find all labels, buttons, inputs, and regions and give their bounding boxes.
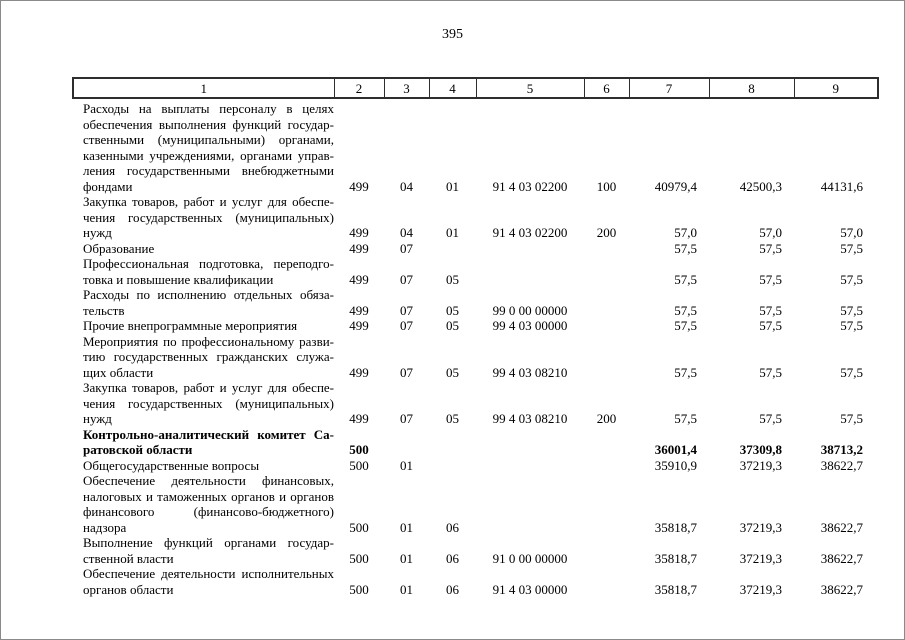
- row-label-line: ственными (муниципальными) органами,: [83, 132, 334, 147]
- row-label-line: казенными учреждениями, органами управ-: [83, 147, 334, 163]
- cell-col-8: 57,5: [759, 302, 782, 318]
- row-label: [73, 566, 334, 597]
- cell-col-2: 499: [349, 271, 369, 287]
- row-label-line: Контрольно-аналитический комитет Са-: [83, 426, 334, 442]
- row-label-line: финансового (финансово-бюджетного): [83, 504, 334, 519]
- row-label-line: Обеспечение деятельности финансовых,: [83, 473, 334, 488]
- cell-col-3: 01: [400, 457, 413, 473]
- page-number: 395: [442, 27, 463, 42]
- row-label: [73, 241, 334, 257]
- cell-col-3: [384, 427, 429, 458]
- row-label: [73, 256, 334, 287]
- row-label: [73, 318, 334, 334]
- table-row: [73, 241, 878, 257]
- cell-col-8: 57,5: [759, 318, 782, 333]
- cell-col-9: 57,0: [840, 225, 863, 240]
- row-label: [73, 473, 334, 535]
- cell-col-2: 499: [349, 240, 369, 256]
- cell-col-3: 01: [400, 581, 413, 597]
- cell-col-5: 99 4 03 00000: [492, 318, 568, 333]
- table-row: [73, 287, 878, 318]
- table-body: [73, 98, 878, 597]
- cell-col-6: [584, 473, 629, 535]
- table-row: [73, 427, 878, 458]
- table-row: [73, 535, 878, 566]
- cell-col-4: [429, 241, 476, 257]
- cell-col-4: [429, 458, 476, 474]
- row-label: [73, 194, 334, 241]
- cell-col-2: 499: [349, 318, 369, 333]
- cell-col-8: 37309,8: [739, 442, 782, 457]
- cell-col-4: 06: [446, 550, 459, 566]
- header-cell-8: 8: [709, 78, 794, 98]
- cell-col-8: 57,5: [759, 364, 782, 380]
- cell-col-7: 57,5: [674, 240, 697, 256]
- cell-col-8: 37219,3: [739, 457, 782, 473]
- cell-col-7: 57,5: [674, 271, 697, 287]
- row-label-line: Обеспечение деятельности исполнительных: [83, 566, 334, 581]
- row-label-line: надзора: [83, 519, 127, 535]
- row-label-line: Прочие внепрограммные мероприятия: [83, 318, 298, 333]
- cell-col-8: 37219,3: [739, 519, 782, 535]
- cell-col-2: 500: [349, 519, 369, 535]
- cell-col-9: 38622,7: [820, 550, 863, 566]
- row-label-line: ления государственными внебюджетными: [83, 163, 334, 178]
- cell-col-7: 57,5: [674, 302, 697, 318]
- budget-table: [72, 77, 879, 597]
- row-label-line: тию государственных гражданских служа-: [83, 349, 334, 364]
- row-label-line: товка и повышение квалификации: [83, 271, 274, 287]
- header-cell-7: 7: [629, 78, 709, 98]
- cell-col-5: 99 4 03 08210: [492, 411, 568, 426]
- cell-col-2: 500: [349, 581, 369, 597]
- row-label-line: Расходы на выплаты персоналу в целях: [83, 101, 334, 116]
- cell-col-8: 57,5: [759, 240, 782, 256]
- cell-col-6: [584, 458, 629, 474]
- cell-col-2: 499: [349, 225, 369, 240]
- row-label-line: ратовской области: [83, 442, 193, 457]
- cell-col-5: [476, 241, 584, 257]
- cell-col-8: 37219,3: [739, 550, 782, 566]
- table-row: [73, 380, 878, 427]
- cell-col-4: 05: [446, 271, 459, 287]
- row-label-line: Мероприятия по профессиональному разви-: [83, 333, 334, 349]
- row-label: [73, 380, 334, 427]
- cell-col-4: 06: [446, 519, 459, 535]
- cell-col-5: 91 4 03 00000: [492, 581, 568, 597]
- cell-col-6: [584, 287, 629, 318]
- header-cell-1: 1: [73, 78, 334, 98]
- row-label-line: органов области: [83, 581, 174, 597]
- row-label-line: тельств: [83, 302, 125, 318]
- cell-col-9: 57,5: [840, 240, 863, 256]
- cell-col-8: 37219,3: [739, 581, 782, 597]
- cell-col-3: 04: [400, 178, 413, 194]
- header-cell-5: 5: [476, 78, 584, 98]
- cell-col-5: 91 0 00 00000: [492, 550, 568, 566]
- cell-col-7: 35818,7: [654, 550, 697, 566]
- row-label: [73, 287, 334, 318]
- header-cell-9: 9: [794, 78, 878, 98]
- cell-col-2: 500: [349, 550, 369, 566]
- cell-col-9: 57,5: [840, 364, 863, 380]
- header-cell-2: 2: [334, 78, 384, 98]
- row-label-line: чения государственных (муниципальных): [83, 209, 334, 225]
- cell-col-3: 07: [400, 411, 413, 426]
- cell-col-2: 500: [349, 457, 369, 473]
- cell-col-9: 38622,7: [820, 457, 863, 473]
- cell-col-5: [476, 473, 584, 535]
- cell-col-7: 40979,4: [654, 178, 697, 194]
- table-row: [73, 98, 878, 194]
- cell-col-3: 07: [400, 318, 413, 333]
- row-label-line: налоговых и таможенных органов и органов: [83, 488, 334, 504]
- cell-col-9: 38622,7: [820, 519, 863, 535]
- cell-col-3: 04: [400, 225, 413, 240]
- row-label-line: обеспечения выполнения функций государ-: [83, 116, 334, 132]
- header-cell-3: 3: [384, 78, 429, 98]
- header-cell-6: 6: [584, 78, 629, 98]
- cell-col-4: 01: [446, 178, 459, 194]
- row-label-line: Закупка товаров, работ и услуг для обеспе-: [83, 380, 334, 395]
- cell-col-9: 57,5: [840, 318, 863, 333]
- table-row: [73, 334, 878, 381]
- cell-col-6: [584, 334, 629, 381]
- cell-col-6: 200: [596, 411, 617, 426]
- cell-col-6: 200: [596, 225, 617, 240]
- cell-col-2: 499: [349, 411, 369, 426]
- table-row: [73, 473, 878, 535]
- cell-col-4: 01: [446, 225, 459, 240]
- cell-col-6: [584, 241, 629, 257]
- table-row: [73, 566, 878, 597]
- cell-col-7: 35910,9: [654, 457, 697, 473]
- cell-col-8: 42500,3: [739, 178, 782, 194]
- cell-col-6: [584, 566, 629, 597]
- cell-col-7: 57,5: [674, 411, 697, 426]
- cell-col-6: [584, 318, 629, 334]
- cell-col-2: 500: [349, 442, 369, 457]
- cell-col-3: 07: [400, 364, 413, 380]
- cell-col-5: [476, 427, 584, 458]
- cell-col-3: 07: [400, 302, 413, 318]
- cell-col-9: 57,5: [840, 302, 863, 318]
- cell-col-3: 01: [400, 519, 413, 535]
- row-label-line: Выполнение функций органами государ-: [83, 535, 334, 550]
- cell-col-7: 35818,7: [654, 581, 697, 597]
- cell-col-4: 05: [446, 364, 459, 380]
- cell-col-4: 05: [446, 318, 459, 333]
- cell-col-3: 01: [400, 550, 413, 566]
- cell-col-5: 91 4 03 02200: [492, 178, 568, 194]
- cell-col-9: 38622,7: [820, 581, 863, 597]
- cell-col-8: 57,0: [759, 225, 782, 240]
- header-cell-4: 4: [429, 78, 476, 98]
- row-label-line: Расходы по исполнению отдельных обяза-: [83, 287, 334, 302]
- cell-col-3: 07: [400, 240, 413, 256]
- cell-col-9: 57,5: [840, 411, 863, 426]
- cell-col-5: [476, 256, 584, 287]
- cell-col-5: 91 4 03 02200: [492, 225, 568, 240]
- cell-col-8: 57,5: [759, 411, 782, 426]
- cell-col-4: 06: [446, 581, 459, 597]
- cell-col-6: 100: [596, 178, 617, 194]
- cell-col-6: [584, 427, 629, 458]
- row-label: [73, 458, 334, 474]
- cell-col-6: [584, 256, 629, 287]
- row-label-line: Профессиональная подготовка, переподго-: [83, 256, 334, 271]
- cell-col-2: 499: [349, 178, 369, 194]
- cell-col-5: [476, 458, 584, 474]
- cell-col-3: 07: [400, 271, 413, 287]
- cell-col-9: 44131,6: [820, 178, 863, 194]
- cell-col-7: 57,0: [674, 225, 697, 240]
- cell-col-2: 499: [349, 302, 369, 318]
- table-row: [73, 318, 878, 334]
- cell-col-6: [584, 535, 629, 566]
- cell-col-5: 99 4 03 08210: [492, 364, 568, 380]
- cell-col-8: 57,5: [759, 271, 782, 287]
- cell-col-9: 38713,2: [820, 442, 863, 457]
- cell-col-7: 36001,4: [654, 442, 697, 457]
- table-row: [73, 194, 878, 241]
- row-label-line: фондами: [83, 178, 133, 194]
- row-label-line: чения государственных (муниципальных): [83, 395, 334, 411]
- cell-col-9: 57,5: [840, 271, 863, 287]
- table-row: [73, 256, 878, 287]
- row-label-line: Общегосударственные вопросы: [83, 457, 260, 473]
- row-label-line: ственной власти: [83, 550, 174, 566]
- cell-col-7: 57,5: [674, 318, 697, 333]
- cell-col-5: 99 0 00 00000: [492, 302, 568, 318]
- row-label-line: нужд: [83, 225, 112, 240]
- table-header-row: [73, 78, 878, 98]
- cell-col-7: 35818,7: [654, 519, 697, 535]
- row-label-line: Образование: [83, 240, 155, 256]
- cell-col-7: 57,5: [674, 364, 697, 380]
- row-label: [73, 427, 334, 458]
- row-label-line: нужд: [83, 411, 112, 426]
- table-row: [73, 458, 878, 474]
- cell-col-4: 05: [446, 302, 459, 318]
- cell-col-4: [429, 427, 476, 458]
- cell-col-2: 499: [349, 364, 369, 380]
- row-label: [73, 535, 334, 566]
- row-label: [73, 334, 334, 381]
- row-label-line: щих области: [83, 364, 154, 380]
- row-label-line: Закупка товаров, работ и услуг для обеспе-: [83, 194, 334, 209]
- row-label: [73, 98, 334, 194]
- cell-col-4: 05: [446, 411, 459, 426]
